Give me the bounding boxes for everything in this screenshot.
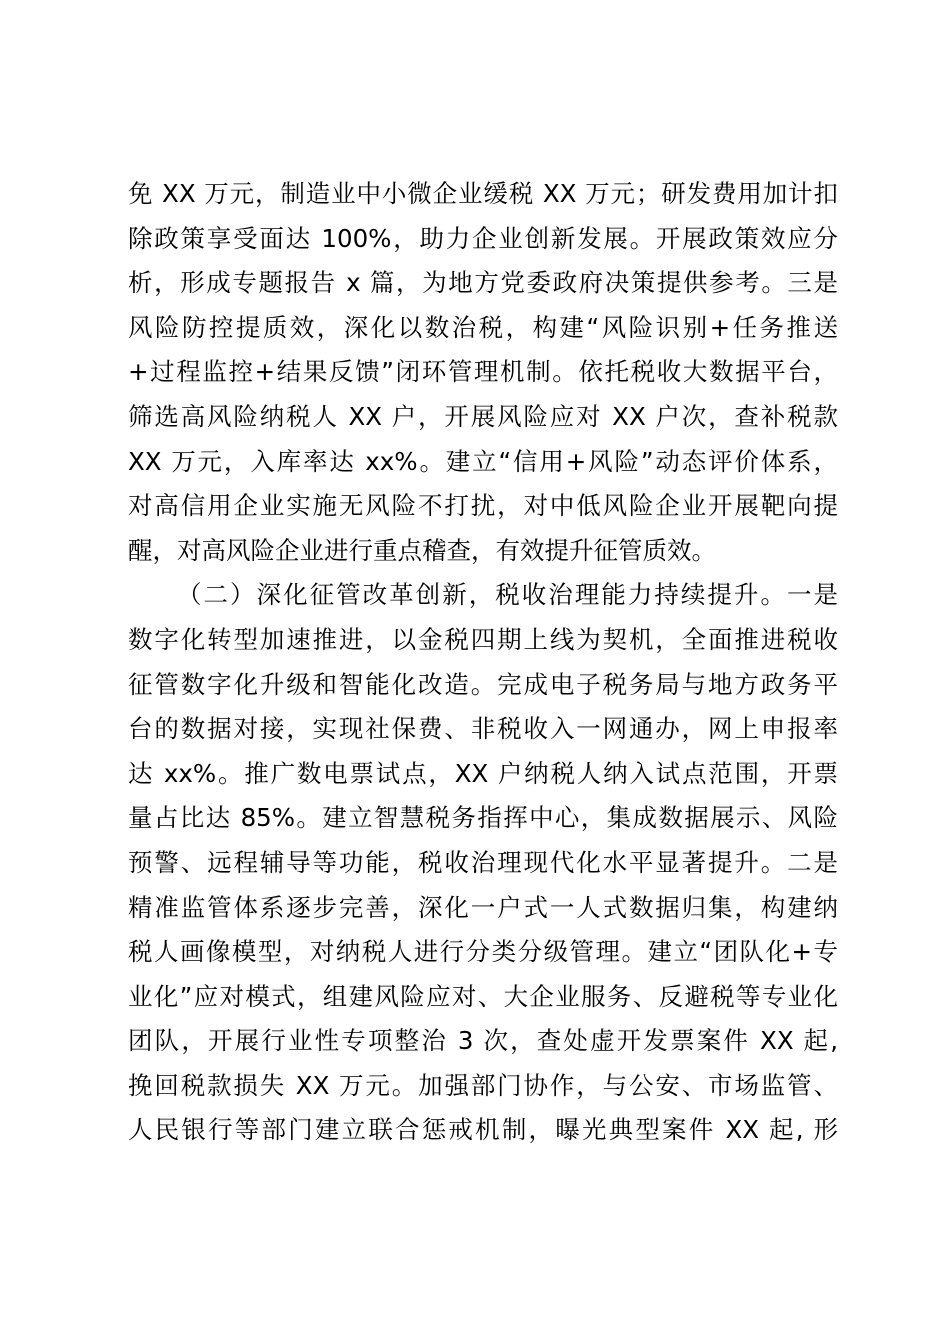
text-line-5: +过程监控+结果反馈”闭环管理机制。依托税收大数据平台，: [128, 357, 838, 387]
text-line-11: 数字化转型加速推进，以金税四期上线为契机，全面推进税收: [128, 624, 838, 654]
text-line-13: 台的数据对接，实现社保费、非税收入一网通办，网上申报率: [128, 714, 838, 744]
text-line-19: 业化”应对模式，组建风险应对、大企业服务、反避税等专业化: [128, 981, 838, 1011]
text-line-14: 达 xx%。推广数电票试点，XX 户纳税人纳入试点范围，开票: [128, 758, 838, 788]
text-line-22: 人民银行等部门建立联合惩戒机制，曝光典型案件 XX 起, 形: [128, 1115, 838, 1145]
text-line-8: 对高信用企业实施无风险不打扰，对中低风险企业开展靶向提: [128, 491, 838, 521]
text-line-21: 挽回税款损失 XX 万元。加强部门协作，与公安、市场监管、: [128, 1070, 838, 1100]
text-line-1: 免 XX 万元，制造业中小微企业缓税 XX 万元；研发费用加计扣: [128, 179, 838, 208]
text-line-10-paragraph-start: （二）深化征管改革创新，税收治理能力持续提升。一是: [177, 580, 838, 610]
text-line-9: 醒，对高风险企业进行重点稽查，有效提升征管质效。: [128, 535, 716, 565]
text-line-17: 精准监管体系逐步完善，深化一户式一人式数据归集，构建纳: [128, 892, 838, 922]
text-line-4: 风险防控提质效，深化以数治税，构建“风险识别+任务推送: [128, 312, 838, 342]
text-line-3: 析，形成专题报告 x 篇，为地方党委政府决策提供参考。三是: [128, 268, 838, 298]
text-line-6: 筛选高风险纳税人 XX 户，开展风险应对 XX 户次，查补税款: [128, 401, 838, 431]
text-line-12: 征管数字化升级和智能化改造。完成电子税务局与地方政务平: [128, 669, 838, 699]
text-line-16: 预警、远程辅导等功能，税收治理现代化水平显著提升。二是: [128, 847, 838, 877]
text-line-20: 团队，开展行业性专项整治 3 次，查处虚开发票案件 XX 起,: [128, 1026, 838, 1056]
text-line-2: 除政策享受面达 100%，助力企业创新发展。开展政策效应分: [128, 223, 838, 253]
document-body: [128, 172, 838, 1153]
text-line-15: 量占比达 85%。建立智慧税务指挥中心，集成数据展示、风险: [128, 803, 838, 833]
text-line-7: XX 万元，入库率达 xx%。建立“信用+风险”动态评价体系，: [128, 446, 838, 476]
text-line-18: 税人画像模型，对纳税人进行分类分级管理。建立“团队化+专: [128, 937, 838, 967]
